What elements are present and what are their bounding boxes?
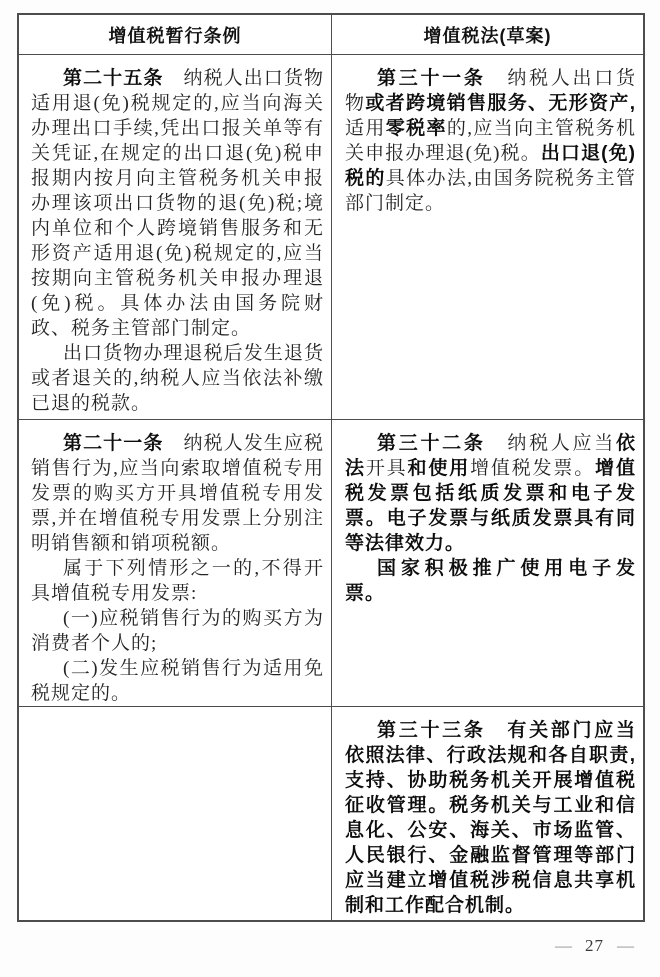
text-run: 纳税人出口货物 — [345, 68, 636, 114]
bold-text-run: 第三十三条 — [377, 720, 486, 741]
text-run: 开具 — [365, 458, 408, 479]
paragraph — [345, 431, 636, 556]
table-header-row — [19, 15, 643, 55]
cell-regulation-empty — [19, 707, 332, 920]
text-run: 增值税发票。 — [470, 458, 596, 479]
bold-text-run: 第三十一条 — [377, 68, 486, 89]
table-row-article-21-vs-32 — [19, 420, 643, 707]
page-number-value: 27 — [585, 936, 604, 955]
page-number — [555, 936, 634, 956]
cell-draft-article-31 — [332, 55, 643, 419]
page-number-right-dash: — — [617, 936, 634, 955]
header-cell-provisional-regulation: 增值税暂行条例 — [19, 15, 332, 54]
text-run: (一)应税销售行为的购买方为消费者个人的; — [31, 608, 324, 654]
text-run: 纳税人应当 — [485, 433, 616, 454]
text-run: 出口货物办理退税后发生退货或者退关的,纳税人应当依法补缴已退的税款。 — [31, 343, 324, 414]
text-run: 纳税人发生应税销售行为,应当向索取增值税专用发票的购买方开具增值税专用发票,并在增值税专用发票上分别注明销售额和销项税额。 — [31, 433, 324, 554]
bold-text-run: 零税率 — [385, 118, 447, 139]
cell-regulation-article-21 — [19, 420, 332, 706]
paragraph — [345, 556, 636, 606]
bold-text-run: 国家积极推广使用电子发票。 — [345, 558, 636, 604]
table-row-empty-vs-33 — [19, 707, 643, 920]
table-row-article-25-vs-31 — [19, 55, 643, 420]
cell-regulation-article-25 — [19, 55, 332, 419]
paragraph — [31, 556, 324, 606]
paragraph — [345, 718, 636, 918]
bold-text-run: 第二十一条 — [63, 433, 164, 454]
bold-text-run: 第三十二条 — [377, 433, 486, 454]
bold-text-run: 增值税发票包括纸质发票和电子发票。电子发票与纸质发票具有同等法律效力。 — [345, 458, 636, 554]
paragraph — [345, 66, 636, 216]
paragraph — [31, 66, 324, 341]
text-run: 的,应当向主管税务机关申报办理退(免)税。 — [345, 118, 636, 164]
bold-text-run: 出口退(免)税的 — [345, 143, 637, 189]
text-run: 具体办法,由国务院税务主管部门制定。 — [345, 168, 636, 214]
header-cell-draft-law: 增值税法(草案) — [423, 25, 552, 46]
bold-text-run: 有关部门应当依照法律、行政法规和各自职责,支持、协助税务机关开展增值税征收管理。税务机关与工业和信息化、公安、海关、市场监管、人民银行、金融监督管理等部门应当建立增值税涉税信息共享机制和工作配合机制。 — [345, 720, 636, 916]
text-run: 适用 — [345, 118, 386, 139]
text-run: 纳税人出口货物适用退(免)税规定的,应当向海关办理出口手续,凭出口报关单等有关凭证,在规定的出口退(免)税申报期内按月向主管税务机关申报办理该项出口货物的退(免)税;境内单位和个人跨境销售服务和无形资产适用退(免)税规定的,应当按期向主管税务机关申报办理退(免)税。具体办法由国务院财政、税务主管部门制定。 — [31, 68, 324, 339]
paragraph — [31, 656, 324, 706]
paragraph — [31, 341, 324, 416]
text-run: 属于下列情形之一的,不得开具增值税专用发票: — [31, 558, 324, 604]
bold-text-run: 或者跨境销售服务、无形资产, — [365, 93, 636, 114]
bold-text-run: 和使用 — [407, 458, 471, 479]
bold-text-run: 第二十五条 — [63, 68, 164, 89]
comparison-table — [17, 13, 645, 922]
paragraph — [31, 431, 324, 556]
cell-draft-article-32 — [332, 420, 643, 706]
page-number-left-dash: — — [555, 936, 572, 955]
cell-draft-article-33 — [332, 707, 643, 920]
bold-text-run: 依法 — [345, 433, 636, 479]
text-run: (二)发生应税销售行为适用免税规定的。 — [31, 658, 324, 704]
paragraph — [31, 606, 324, 656]
